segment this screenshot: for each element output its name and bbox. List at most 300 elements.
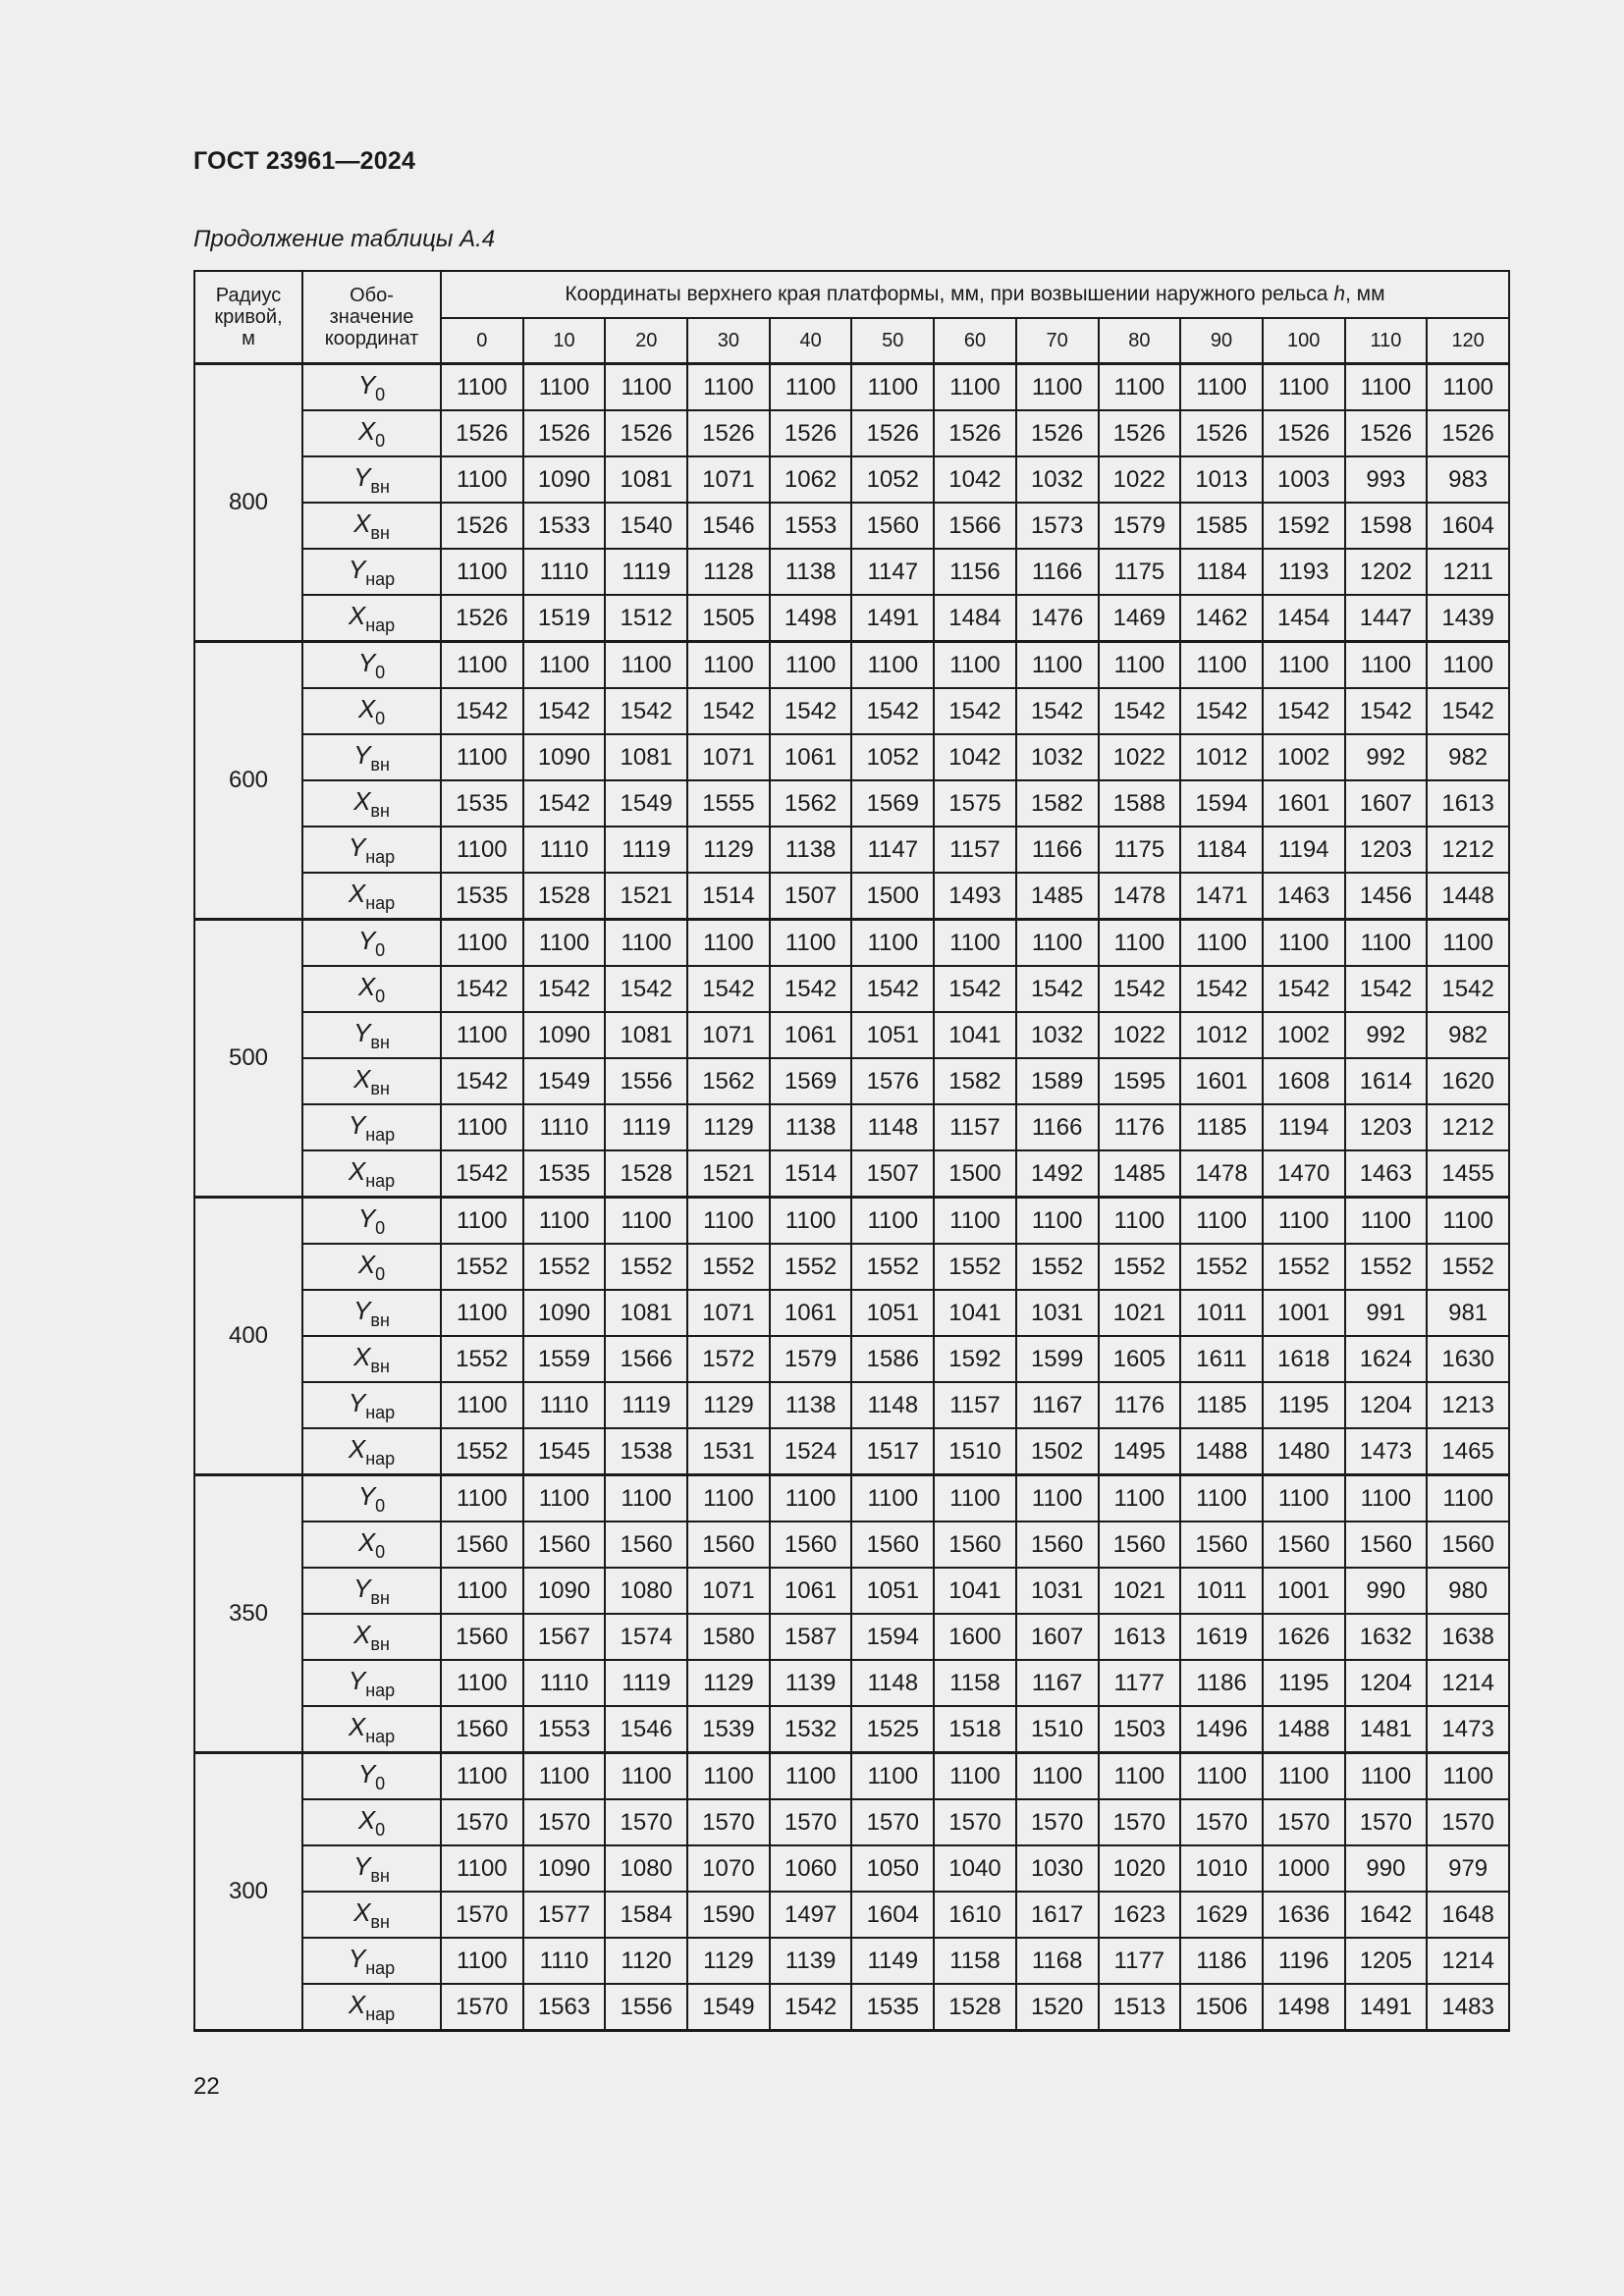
coordinate-symbol: X	[357, 1526, 376, 1557]
coordinate-designation-cell	[302, 1336, 441, 1382]
coordinate-subscript: вн	[370, 1633, 390, 1654]
coordinate-subscript: 0	[375, 1495, 386, 1516]
table-cell: 1003	[1263, 456, 1345, 503]
coordinate-symbol: Y	[348, 1387, 366, 1417]
table-row	[194, 734, 1509, 780]
coordinate-designation-cell	[302, 642, 441, 689]
table-cell: 1011	[1180, 1290, 1263, 1336]
table-cell: 1119	[605, 1104, 687, 1150]
table-cell: 1604	[1427, 503, 1509, 549]
coordinate-subscript: вн	[370, 754, 390, 774]
table-cell: 1542	[770, 1984, 852, 2031]
table-cell: 1517	[851, 1428, 934, 1475]
table-cell: 980	[1427, 1568, 1509, 1614]
table-cell: 1592	[1263, 503, 1345, 549]
table-cell: 1100	[687, 920, 770, 967]
table-cell: 1100	[605, 1753, 687, 1800]
coordinate-symbol: Y	[357, 1480, 376, 1511]
header-h-value: 0	[441, 318, 523, 364]
table-cell: 1129	[687, 1104, 770, 1150]
coordinate-designation-cell	[302, 1244, 441, 1290]
coordinate-designation-cell	[302, 503, 441, 549]
table-cell: 1592	[934, 1336, 1016, 1382]
table-cell: 1470	[1263, 1150, 1345, 1198]
table-cell: 1590	[687, 1892, 770, 1938]
table-cell: 1100	[770, 920, 852, 967]
coordinate-designation-cell	[302, 456, 441, 503]
table-cell: 1100	[851, 1475, 934, 1522]
coordinate-subscript: нар	[365, 1680, 396, 1700]
coordinate-subscript: 0	[375, 1263, 386, 1284]
table-cell: 1100	[770, 1475, 852, 1522]
table-cell: 1022	[1099, 1012, 1181, 1058]
table-cell: 1032	[1016, 456, 1099, 503]
table-cell: 1526	[523, 410, 606, 456]
table-cell: 1570	[1427, 1799, 1509, 1845]
table-cell: 1100	[441, 1568, 523, 1614]
coordinate-designation-cell	[302, 1614, 441, 1660]
table-cell: 1560	[687, 1522, 770, 1568]
table-cell: 1001	[1263, 1568, 1345, 1614]
table-row	[194, 549, 1509, 595]
curve-radius-cell: 800	[194, 364, 302, 642]
header-desig-line-3: координат	[324, 328, 419, 349]
table-cell: 1552	[1016, 1244, 1099, 1290]
table-cell: 1100	[1263, 1198, 1345, 1245]
table-cell: 1546	[687, 503, 770, 549]
table-cell: 1535	[441, 873, 523, 920]
table-cell: 1050	[851, 1845, 934, 1892]
table-cell: 1570	[851, 1799, 934, 1845]
table-cell: 1100	[605, 364, 687, 411]
table-cell: 1138	[770, 549, 852, 595]
table-cell: 1526	[1180, 410, 1263, 456]
table-row	[194, 780, 1509, 827]
table-cell: 1032	[1016, 1012, 1099, 1058]
table-cell: 1186	[1180, 1660, 1263, 1706]
table-cell: 1577	[523, 1892, 606, 1938]
table-cell: 1100	[1427, 1198, 1509, 1245]
table-cell: 1579	[1099, 503, 1181, 549]
table-cell: 1478	[1099, 873, 1181, 920]
table-cell: 1090	[523, 1845, 606, 1892]
table-cell: 1495	[1099, 1428, 1181, 1475]
table-cell: 1119	[605, 827, 687, 873]
table-row	[194, 1938, 1509, 1984]
table-row	[194, 642, 1509, 689]
coordinate-designation-cell	[302, 1660, 441, 1706]
table-row	[194, 1568, 1509, 1614]
table-caption: Продолжение таблицы А.4	[193, 226, 496, 252]
table-cell: 1100	[523, 1198, 606, 1245]
table-cell: 1168	[1016, 1938, 1099, 1984]
coordinate-symbol: X	[353, 1619, 371, 1649]
table-cell: 1110	[523, 827, 606, 873]
table-cell: 1119	[605, 549, 687, 595]
table-cell: 1542	[1016, 966, 1099, 1012]
table-cell: 1061	[770, 1290, 852, 1336]
table-cell: 1195	[1263, 1382, 1345, 1428]
table-cell: 1560	[1099, 1522, 1181, 1568]
coordinate-subscript: 0	[375, 986, 386, 1006]
table-cell: 1071	[687, 1290, 770, 1336]
table-cell: 1542	[1345, 688, 1428, 734]
table-cell: 1177	[1099, 1938, 1181, 1984]
coordinate-designation-cell	[302, 410, 441, 456]
table-cell: 1579	[770, 1336, 852, 1382]
table-cell: 1535	[851, 1984, 934, 2031]
table-cell: 1176	[1099, 1382, 1181, 1428]
table-cell: 1594	[851, 1614, 934, 1660]
table-cell: 1570	[1180, 1799, 1263, 1845]
table-cell: 1071	[687, 1568, 770, 1614]
table-cell: 1560	[770, 1522, 852, 1568]
table-cell: 1110	[523, 1660, 606, 1706]
table-cell: 1542	[1016, 688, 1099, 734]
table-cell: 1100	[851, 920, 934, 967]
table-cell: 1100	[441, 642, 523, 689]
table-cell: 1552	[605, 1244, 687, 1290]
table-cell: 1100	[1263, 920, 1345, 967]
coordinate-symbol: Y	[348, 831, 366, 862]
table-cell: 1542	[1099, 966, 1181, 1012]
table-row	[194, 1428, 1509, 1475]
table-cell: 1002	[1263, 1012, 1345, 1058]
coordinate-designation-cell	[302, 1799, 441, 1845]
curve-radius-cell: 500	[194, 920, 302, 1198]
table-cell: 1030	[1016, 1845, 1099, 1892]
header-h-value: 90	[1180, 318, 1263, 364]
table-cell: 1552	[770, 1244, 852, 1290]
table-cell: 983	[1427, 456, 1509, 503]
table-cell: 1471	[1180, 873, 1263, 920]
table-cell: 1100	[1180, 364, 1263, 411]
table-cell: 1100	[605, 1198, 687, 1245]
table-cell: 1211	[1427, 549, 1509, 595]
table-cell: 990	[1345, 1845, 1428, 1892]
table-cell: 1542	[605, 966, 687, 1012]
coordinate-symbol: X	[353, 1896, 371, 1927]
table-cell: 1496	[1180, 1706, 1263, 1753]
table-row	[194, 1382, 1509, 1428]
table-row	[194, 920, 1509, 967]
table-cell: 1552	[441, 1244, 523, 1290]
table-cell: 1175	[1099, 549, 1181, 595]
table-cell: 1507	[770, 873, 852, 920]
header-radius-line-2: кривой,	[214, 306, 283, 328]
table-cell: 1542	[1180, 966, 1263, 1012]
table-cell: 1542	[851, 688, 934, 734]
table-row	[194, 410, 1509, 456]
table-cell: 1513	[1099, 1984, 1181, 2031]
coordinate-designation-cell	[302, 1568, 441, 1614]
table-cell: 1012	[1180, 1012, 1263, 1058]
table-cell: 1560	[1180, 1522, 1263, 1568]
table-cell: 1560	[441, 1522, 523, 1568]
table-cell: 1032	[1016, 734, 1099, 780]
table-cell: 1580	[687, 1614, 770, 1660]
table-cell: 1514	[687, 873, 770, 920]
table-cell: 1100	[523, 364, 606, 411]
table-row	[194, 1290, 1509, 1336]
table-row	[194, 1614, 1509, 1660]
header-radius-line-1: Радиус	[215, 285, 282, 306]
coordinate-designation-cell	[302, 1382, 441, 1428]
coordinate-designation-cell	[302, 1198, 441, 1245]
table-cell: 1542	[770, 688, 852, 734]
table-cell: 1549	[523, 1058, 606, 1104]
header-h-value: 80	[1099, 318, 1181, 364]
table-cell: 1100	[523, 1753, 606, 1800]
header-desig-line-1: Обо-	[350, 285, 394, 306]
coordinate-symbol: Y	[353, 1573, 371, 1603]
table-cell: 1538	[605, 1428, 687, 1475]
table-cell: 1119	[605, 1660, 687, 1706]
table-cell: 1533	[523, 503, 606, 549]
coordinate-designation-cell	[302, 1984, 441, 2031]
table-cell: 1002	[1263, 734, 1345, 780]
table-cell: 1051	[851, 1012, 934, 1058]
table-row	[194, 966, 1509, 1012]
table-cell: 1570	[1263, 1799, 1345, 1845]
table-cell: 1100	[441, 1475, 523, 1522]
header-h-value: 100	[1263, 318, 1345, 364]
table-cell: 1100	[1099, 1753, 1181, 1800]
table-cell: 1129	[687, 1382, 770, 1428]
table-cell: 1100	[441, 1104, 523, 1150]
table-cell: 1613	[1427, 780, 1509, 827]
table-cell: 1147	[851, 549, 934, 595]
coordinate-subscript: 0	[375, 1217, 386, 1238]
table-cell: 1526	[441, 595, 523, 642]
table-cell: 1570	[1345, 1799, 1428, 1845]
table-cell: 1526	[934, 410, 1016, 456]
table-row	[194, 1799, 1509, 1845]
table-cell: 1100	[605, 642, 687, 689]
table-cell: 1601	[1263, 780, 1345, 827]
table-cell: 1100	[1016, 1198, 1099, 1245]
table-cell: 1212	[1427, 1104, 1509, 1150]
table-cell: 1607	[1345, 780, 1428, 827]
table-cell: 1100	[441, 549, 523, 595]
table-cell: 1560	[1016, 1522, 1099, 1568]
table-cell: 1021	[1099, 1568, 1181, 1614]
table-cell: 1526	[770, 410, 852, 456]
table-cell: 1553	[523, 1706, 606, 1753]
table-cell: 1556	[605, 1984, 687, 2031]
table-cell: 1542	[523, 966, 606, 1012]
coordinate-symbol: Y	[357, 1758, 376, 1789]
table-cell: 1566	[605, 1336, 687, 1382]
table-cell: 982	[1427, 1012, 1509, 1058]
table-cell: 1542	[1427, 966, 1509, 1012]
coordinate-subscript: нар	[365, 1957, 396, 1978]
table-cell: 1528	[605, 1150, 687, 1198]
table-cell: 1531	[687, 1428, 770, 1475]
coordinate-subscript: вн	[370, 1078, 390, 1098]
coordinate-symbol: X	[357, 1804, 376, 1835]
table-cell: 1542	[687, 966, 770, 1012]
table-cell: 982	[1427, 734, 1509, 780]
table-cell: 1582	[934, 1058, 1016, 1104]
table-cell: 1574	[605, 1614, 687, 1660]
coordinate-symbol: X	[353, 1063, 371, 1094]
table-cell: 1214	[1427, 1660, 1509, 1706]
coordinate-symbol: X	[348, 1989, 366, 2019]
coordinate-designation-cell	[302, 1938, 441, 1984]
table-cell: 1454	[1263, 595, 1345, 642]
table-cell: 1148	[851, 1104, 934, 1150]
table-cell: 1552	[1263, 1244, 1345, 1290]
table-cell: 1167	[1016, 1660, 1099, 1706]
table-cell: 1100	[441, 364, 523, 411]
table-cell: 1186	[1180, 1938, 1263, 1984]
table-cell: 1100	[441, 827, 523, 873]
table-cell: 1100	[1263, 1753, 1345, 1800]
table-cell: 992	[1345, 734, 1428, 780]
table-cell: 1570	[441, 1892, 523, 1938]
table-cell: 1204	[1345, 1660, 1428, 1706]
coordinate-subscript: нар	[365, 568, 396, 589]
table-cell: 1526	[441, 503, 523, 549]
table-cell: 1100	[1016, 1753, 1099, 1800]
table-cell: 1100	[1263, 642, 1345, 689]
table-cell: 1052	[851, 456, 934, 503]
table-cell: 1624	[1345, 1336, 1428, 1382]
coordinate-designation-cell	[302, 1104, 441, 1150]
table-cell: 1542	[441, 688, 523, 734]
table-row	[194, 873, 1509, 920]
table-cell: 1560	[1263, 1522, 1345, 1568]
header-h-variable: h	[1333, 283, 1346, 305]
table-cell: 1090	[523, 456, 606, 503]
coordinates-table	[193, 270, 1510, 2032]
coordinate-designation-cell	[302, 1706, 441, 1753]
table-row	[194, 1475, 1509, 1522]
table-cell: 1542	[687, 688, 770, 734]
table-cell: 1505	[687, 595, 770, 642]
table-cell: 1081	[605, 456, 687, 503]
table-cell: 1570	[441, 1984, 523, 2031]
table-row	[194, 1892, 1509, 1938]
table-cell: 1100	[1263, 1475, 1345, 1522]
table-cell: 1052	[851, 734, 934, 780]
table-cell: 1100	[1180, 1475, 1263, 1522]
table-cell: 1480	[1263, 1428, 1345, 1475]
table-cell: 1100	[934, 920, 1016, 967]
table-cell: 1158	[934, 1938, 1016, 1984]
coordinate-designation-cell	[302, 966, 441, 1012]
table-cell: 1100	[770, 364, 852, 411]
table-cell: 1542	[770, 966, 852, 1012]
table-cell: 1600	[934, 1614, 1016, 1660]
table-cell: 1570	[687, 1799, 770, 1845]
table-cell: 1100	[770, 1753, 852, 1800]
table-cell: 1610	[934, 1892, 1016, 1938]
coordinate-designation-cell	[302, 1475, 441, 1522]
header-h-value: 110	[1345, 318, 1428, 364]
table-cell: 1100	[441, 920, 523, 967]
table-cell: 1100	[934, 1198, 1016, 1245]
header-desig-line-2: значение	[329, 306, 414, 328]
table-cell: 1598	[1345, 503, 1428, 549]
table-cell: 1552	[441, 1428, 523, 1475]
coordinate-designation-cell	[302, 1058, 441, 1104]
table-cell: 1110	[523, 1382, 606, 1428]
table-cell: 1100	[851, 364, 934, 411]
coordinate-subscript: нар	[365, 2003, 396, 2024]
coordinate-symbol: X	[348, 878, 366, 908]
table-cell: 1100	[1345, 1475, 1428, 1522]
table-cell: 1524	[770, 1428, 852, 1475]
table-cell: 1455	[1427, 1150, 1509, 1198]
table-cell: 1448	[1427, 873, 1509, 920]
table-cell: 1617	[1016, 1892, 1099, 1938]
curve-radius-cell: 350	[194, 1475, 302, 1753]
table-cell: 1022	[1099, 456, 1181, 503]
table-cell: 1100	[1016, 1475, 1099, 1522]
table-cell: 1485	[1016, 873, 1099, 920]
table-cell: 1566	[934, 503, 1016, 549]
header-h-value: 40	[770, 318, 852, 364]
table-cell: 1213	[1427, 1382, 1509, 1428]
table-cell: 1100	[934, 642, 1016, 689]
table-cell: 1535	[523, 1150, 606, 1198]
table-cell: 1528	[523, 873, 606, 920]
table-head	[194, 271, 1509, 364]
coordinate-symbol: Y	[357, 647, 376, 677]
coordinate-designation-cell	[302, 1428, 441, 1475]
table-cell: 1570	[605, 1799, 687, 1845]
coordinate-symbol: Y	[353, 1295, 371, 1325]
table-row	[194, 827, 1509, 873]
table-cell: 1604	[851, 1892, 934, 1938]
header-h-value: 30	[687, 318, 770, 364]
header-coordinate-designation	[302, 271, 441, 364]
table-cell: 1572	[687, 1336, 770, 1382]
table-cell: 1167	[1016, 1382, 1099, 1428]
table-cell: 992	[1345, 1012, 1428, 1058]
table-cell: 1563	[523, 1984, 606, 2031]
table-cell: 1556	[605, 1058, 687, 1104]
table-cell: 1100	[687, 1475, 770, 1522]
table-cell: 1560	[1345, 1522, 1428, 1568]
table-cell: 1463	[1263, 873, 1345, 920]
table-cell: 1587	[770, 1614, 852, 1660]
table-cell: 1629	[1180, 1892, 1263, 1938]
table-cell: 1463	[1345, 1150, 1428, 1198]
table-cell: 1542	[1345, 966, 1428, 1012]
table-row	[194, 364, 1509, 411]
table-cell: 1484	[934, 595, 1016, 642]
table-cell: 1498	[770, 595, 852, 642]
table-cell: 1491	[1345, 1984, 1428, 2031]
table-cell: 993	[1345, 456, 1428, 503]
table-cell: 1498	[1263, 1984, 1345, 2031]
table-cell: 1630	[1427, 1336, 1509, 1382]
table-cell: 1060	[770, 1845, 852, 1892]
coordinate-symbol: X	[357, 1249, 376, 1279]
table-cell: 1542	[441, 966, 523, 1012]
table-cell: 1521	[605, 873, 687, 920]
coordinate-symbol: Y	[348, 1109, 366, 1140]
table-cell: 1611	[1180, 1336, 1263, 1382]
coordinate-designation-cell	[302, 1753, 441, 1800]
table-cell: 1100	[441, 1382, 523, 1428]
coordinate-subscript: 0	[375, 1773, 386, 1793]
table-cell: 990	[1345, 1568, 1428, 1614]
table-cell: 1510	[934, 1428, 1016, 1475]
